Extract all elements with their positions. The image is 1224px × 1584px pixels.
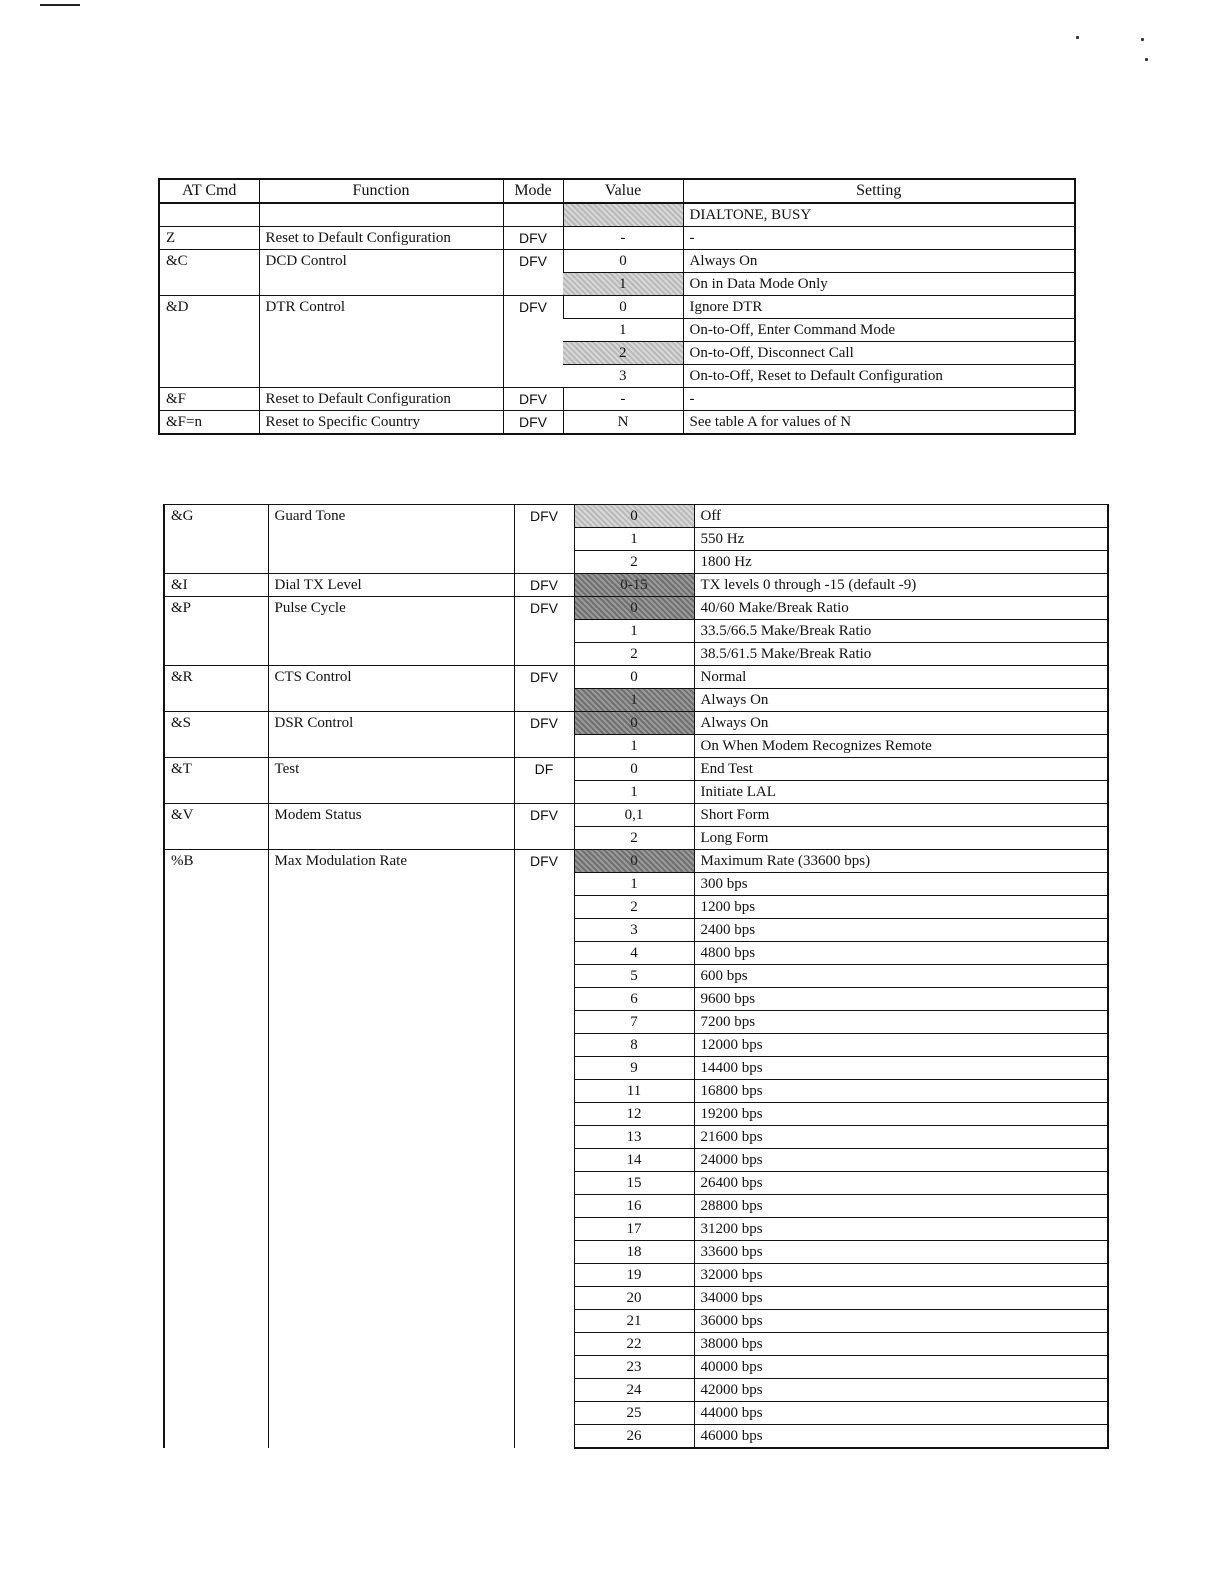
table-row xyxy=(164,597,1108,620)
at-command: Z xyxy=(159,227,259,250)
value-cell: 6 xyxy=(574,988,694,1011)
setting-cell: On in Data Mode Only xyxy=(683,273,1075,296)
setting-cell: 42000 bps xyxy=(694,1379,1108,1402)
value-cell: 22 xyxy=(574,1333,694,1356)
setting-cell: 40/60 Make/Break Ratio xyxy=(694,597,1108,620)
setting-cell: - xyxy=(683,227,1075,250)
value-cell: 7 xyxy=(574,1011,694,1034)
setting-cell: Ignore DTR xyxy=(683,296,1075,319)
value-cell: 11 xyxy=(574,1080,694,1103)
at-command xyxy=(159,203,259,227)
at-command: &I xyxy=(164,574,268,597)
setting-cell: Off xyxy=(694,505,1108,528)
mode: DFV xyxy=(503,296,563,388)
setting-cell: 31200 bps xyxy=(694,1218,1108,1241)
setting-cell: 44000 bps xyxy=(694,1402,1108,1425)
setting-cell: 26400 bps xyxy=(694,1172,1108,1195)
table-row xyxy=(164,666,1108,689)
function-name: Reset to Default Configuration xyxy=(259,227,503,250)
mode: DFV xyxy=(503,411,563,435)
mode: DFV xyxy=(503,250,563,296)
value-cell: 23 xyxy=(574,1356,694,1379)
value-cell: 3 xyxy=(574,919,694,942)
header-function: Function xyxy=(259,179,503,203)
value-cell: 19 xyxy=(574,1264,694,1287)
header-value: Value xyxy=(563,179,683,203)
table-row xyxy=(164,712,1108,735)
table-row xyxy=(164,758,1108,781)
setting-cell: TX levels 0 through -15 (default -9) xyxy=(694,574,1108,597)
mode xyxy=(503,203,563,227)
function-name: DCD Control xyxy=(259,250,503,296)
table-row xyxy=(159,250,1075,273)
value-cell: 2 xyxy=(574,827,694,850)
setting-cell: 1200 bps xyxy=(694,896,1108,919)
setting-cell: 300 bps xyxy=(694,873,1108,896)
table-row xyxy=(159,296,1075,319)
value-cell: 1 xyxy=(563,273,683,296)
mode: DFV xyxy=(514,597,574,666)
table-row xyxy=(164,804,1108,827)
at-command: &R xyxy=(164,666,268,712)
value-cell: 0 xyxy=(574,597,694,620)
at-command: &V xyxy=(164,804,268,850)
mode: DFV xyxy=(514,850,574,1449)
setting-cell: 38000 bps xyxy=(694,1333,1108,1356)
setting-cell: - xyxy=(683,388,1075,411)
mode: DFV xyxy=(503,388,563,411)
setting-cell: Normal xyxy=(694,666,1108,689)
mode: DFV xyxy=(514,666,574,712)
setting-cell: Long Form xyxy=(694,827,1108,850)
value-cell: 4 xyxy=(574,942,694,965)
setting-cell: 33.5/66.5 Make/Break Ratio xyxy=(694,620,1108,643)
setting-cell: 46000 bps xyxy=(694,1425,1108,1449)
at-command-table-top xyxy=(158,178,1076,435)
mode: DFV xyxy=(514,574,574,597)
value-cell: 2 xyxy=(563,342,683,365)
mode: DF xyxy=(514,758,574,804)
value-cell: 3 xyxy=(563,365,683,388)
function-name xyxy=(259,203,503,227)
table-row xyxy=(164,505,1108,528)
setting-cell: 550 Hz xyxy=(694,528,1108,551)
setting-cell: See table A for values of N xyxy=(683,411,1075,435)
mode: DFV xyxy=(503,227,563,250)
value-cell: 15 xyxy=(574,1172,694,1195)
value-cell: 0 xyxy=(574,850,694,873)
value-cell: 9 xyxy=(574,1057,694,1080)
setting-cell: 2400 bps xyxy=(694,919,1108,942)
setting-cell: 32000 bps xyxy=(694,1264,1108,1287)
at-command: &D xyxy=(159,296,259,388)
function-name: Guard Tone xyxy=(268,505,514,574)
value-cell: 17 xyxy=(574,1218,694,1241)
at-command: &F xyxy=(159,388,259,411)
function-name: Reset to Default Configuration xyxy=(259,388,503,411)
value-cell: 12 xyxy=(574,1103,694,1126)
header-setting: Setting xyxy=(683,179,1075,203)
setting-cell: 34000 bps xyxy=(694,1287,1108,1310)
value-cell: - xyxy=(563,227,683,250)
setting-cell: 33600 bps xyxy=(694,1241,1108,1264)
setting-cell: Always On xyxy=(694,689,1108,712)
setting-cell: On-to-Off, Reset to Default Configuration xyxy=(683,365,1075,388)
value-cell: 13 xyxy=(574,1126,694,1149)
setting-cell: 7200 bps xyxy=(694,1011,1108,1034)
value-cell: 0 xyxy=(563,296,683,319)
value-cell: 24 xyxy=(574,1379,694,1402)
function-name: DSR Control xyxy=(268,712,514,758)
setting-cell: 1800 Hz xyxy=(694,551,1108,574)
at-command: &F=n xyxy=(159,411,259,435)
at-command: &C xyxy=(159,250,259,296)
setting-cell: 36000 bps xyxy=(694,1310,1108,1333)
setting-cell: Initiate LAL xyxy=(694,781,1108,804)
value-cell: 1 xyxy=(574,620,694,643)
value-cell: 21 xyxy=(574,1310,694,1333)
value-cell: 0 xyxy=(574,505,694,528)
value-cell: 5 xyxy=(574,965,694,988)
value-cell: 2 xyxy=(574,896,694,919)
value-cell: - xyxy=(563,388,683,411)
at-command: &T xyxy=(164,758,268,804)
table-row xyxy=(164,850,1108,873)
setting-cell: 9600 bps xyxy=(694,988,1108,1011)
value-cell xyxy=(563,203,683,227)
value-cell: 0 xyxy=(574,758,694,781)
value-cell: 1 xyxy=(563,319,683,342)
value-cell: 0,1 xyxy=(574,804,694,827)
value-cell: 14 xyxy=(574,1149,694,1172)
scan-speck xyxy=(1141,38,1144,41)
table-row xyxy=(159,411,1075,435)
function-name: Max Modulation Rate xyxy=(268,850,514,1449)
scan-speck xyxy=(1076,36,1079,39)
function-name: Pulse Cycle xyxy=(268,597,514,666)
value-cell: 0 xyxy=(574,666,694,689)
setting-cell: 21600 bps xyxy=(694,1126,1108,1149)
setting-cell: 19200 bps xyxy=(694,1103,1108,1126)
header-mode: Mode xyxy=(503,179,563,203)
setting-cell: Always On xyxy=(683,250,1075,273)
setting-cell: 600 bps xyxy=(694,965,1108,988)
at-command: %B xyxy=(164,850,268,1449)
value-cell: 2 xyxy=(574,643,694,666)
value-cell: 2 xyxy=(574,551,694,574)
scan-corner-mark xyxy=(40,4,80,6)
value-cell: 1 xyxy=(574,528,694,551)
setting-cell: 12000 bps xyxy=(694,1034,1108,1057)
setting-cell: 4800 bps xyxy=(694,942,1108,965)
header-row xyxy=(159,179,1075,203)
function-name: CTS Control xyxy=(268,666,514,712)
value-cell: 0 xyxy=(574,712,694,735)
value-cell: 0-15 xyxy=(574,574,694,597)
function-name: Reset to Specific Country xyxy=(259,411,503,435)
value-cell: 25 xyxy=(574,1402,694,1425)
setting-cell: 28800 bps xyxy=(694,1195,1108,1218)
scan-speck xyxy=(1145,58,1148,61)
value-cell: 16 xyxy=(574,1195,694,1218)
setting-cell: On-to-Off, Enter Command Mode xyxy=(683,319,1075,342)
table-row xyxy=(159,388,1075,411)
setting-cell: 16800 bps xyxy=(694,1080,1108,1103)
mode: DFV xyxy=(514,804,574,850)
at-command-table-bottom xyxy=(163,504,1109,1449)
function-name: Modem Status xyxy=(268,804,514,850)
setting-cell: End Test xyxy=(694,758,1108,781)
setting-cell: On-to-Off, Disconnect Call xyxy=(683,342,1075,365)
value-cell: 20 xyxy=(574,1287,694,1310)
setting-cell: DIALTONE, BUSY xyxy=(683,203,1075,227)
setting-cell: 24000 bps xyxy=(694,1149,1108,1172)
at-command: &G xyxy=(164,505,268,574)
mode: DFV xyxy=(514,505,574,574)
table-row xyxy=(159,227,1075,250)
value-cell: 1 xyxy=(574,689,694,712)
table-row xyxy=(159,203,1075,227)
value-cell: 1 xyxy=(574,781,694,804)
setting-cell: Short Form xyxy=(694,804,1108,827)
setting-cell: 40000 bps xyxy=(694,1356,1108,1379)
function-name: DTR Control xyxy=(259,296,503,388)
setting-cell: Always On xyxy=(694,712,1108,735)
setting-cell: 38.5/61.5 Make/Break Ratio xyxy=(694,643,1108,666)
setting-cell: Maximum Rate (33600 bps) xyxy=(694,850,1108,873)
value-cell: 0 xyxy=(563,250,683,273)
value-cell: 26 xyxy=(574,1425,694,1449)
header-at-cmd: AT Cmd xyxy=(159,179,259,203)
value-cell: 8 xyxy=(574,1034,694,1057)
function-name: Test xyxy=(268,758,514,804)
setting-cell: On When Modem Recognizes Remote xyxy=(694,735,1108,758)
mode: DFV xyxy=(514,712,574,758)
setting-cell: 14400 bps xyxy=(694,1057,1108,1080)
table-row xyxy=(164,574,1108,597)
at-command: &S xyxy=(164,712,268,758)
value-cell: 1 xyxy=(574,735,694,758)
value-cell: 1 xyxy=(574,873,694,896)
value-cell: 18 xyxy=(574,1241,694,1264)
function-name: Dial TX Level xyxy=(268,574,514,597)
at-command: &P xyxy=(164,597,268,666)
value-cell: N xyxy=(563,411,683,435)
